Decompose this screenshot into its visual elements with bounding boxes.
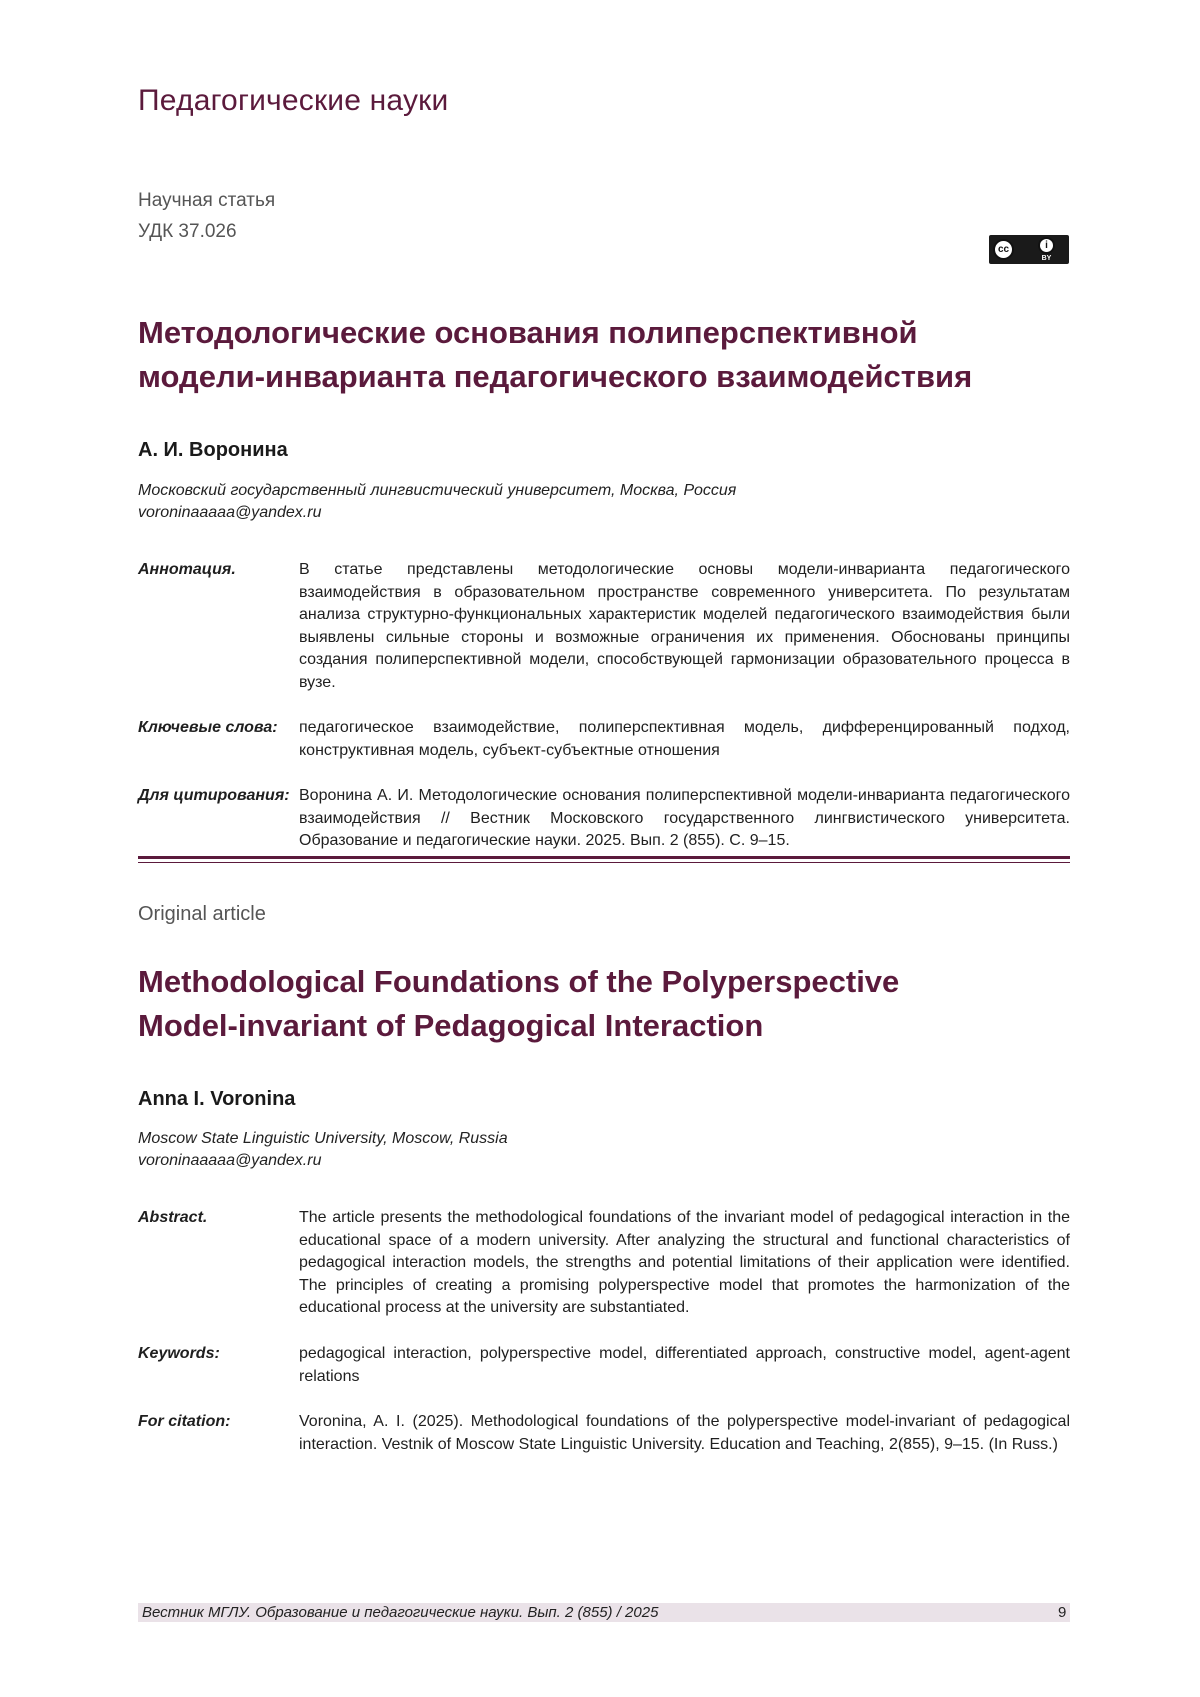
by-block [1038, 237, 1055, 262]
citation-label-ru: Для цитирования: [138, 785, 299, 853]
keywords-en [138, 1343, 1070, 1388]
abstract-ru [138, 559, 1070, 694]
by-label: BY [1042, 255, 1052, 262]
section-title: Педагогические науки [138, 84, 448, 118]
cc-icon [993, 239, 1014, 260]
udk-code: УДК 37.026 [138, 221, 237, 243]
abstract-en [138, 1207, 1070, 1320]
author-name-ru: А. И. Воронина [138, 439, 288, 462]
citation-en [138, 1411, 1070, 1456]
email-ru[interactable]: voroninaaaaa@yandex.ru [138, 504, 321, 522]
section-divider-thin [138, 862, 1070, 863]
affiliation-en: Moscow State Linguistic University, Moscow, Russia [138, 1130, 508, 1148]
keywords-text-ru: педагогическое взаимодействие, полиперспективная модель, дифференцированный подход, конструктивная модель, субъект-субъектные отношения [299, 717, 1070, 762]
abstract-text-en: The article presents the methodological foundations of the invariant model of pedagogical interaction in the educational space of a modern university. After analyzing the structural and functional characteristics of pedagogical interaction models, the strengths and potential limitations of their application were identified. The principles of creating a promising polyperspective model that promotes the harmonization of the educational process at the university are substantiated. [299, 1207, 1070, 1320]
article-type-ru: Научная статья [138, 190, 275, 212]
citation-label-en: For citation: [138, 1411, 299, 1456]
keywords-ru [138, 717, 1070, 762]
footer-journal-title: Вестник МГЛУ. Образование и педагогические науки. Вып. 2 (855) / 2025 [142, 1603, 658, 1622]
page-number: 9 [1058, 1603, 1066, 1622]
citation-text-ru: Воронина А. И. Методологические основания полиперспективной модели-инварианта педагогического взаимодействия // Вестник Московского государственного лингвистического университета. Образование и педагогические науки. 2025. Вып. 2 (855). С. 9–15. [299, 785, 1070, 853]
article-title-ru [138, 311, 1078, 399]
abstract-label-en: Abstract. [138, 1207, 299, 1320]
cc-by-license-badge[interactable] [989, 235, 1069, 264]
title-en-line1: Methodological Foundations of the Polyperspective [138, 960, 1078, 1004]
author-name-en: Anna I. Voronina [138, 1088, 295, 1111]
section-divider-thick [138, 856, 1070, 859]
title-ru-line2: модели-инварианта педагогического взаимодействия [138, 355, 1078, 399]
keywords-label-ru: Ключевые слова: [138, 717, 299, 762]
keywords-text-en: pedagogical interaction, polyperspective model, differentiated approach, constructive model, agent-agent relations [299, 1343, 1070, 1388]
email-en[interactable]: voroninaaaaa@yandex.ru [138, 1152, 321, 1170]
abstract-text-ru: В статье представлены методологические основы модели-инварианта педагогического взаимодействия в образовательном пространстве современного университета. По результатам анализа структурно-функциональных характеристик моделей педагогического взаимодействия были выявлены сильные стороны и возможные ограничения их применения. Обоснованы принципы создания полиперспективной модели, способствующей гармонизации образовательного процесса в вузе. [299, 559, 1070, 694]
keywords-label-en: Keywords: [138, 1343, 299, 1388]
article-type-en: Original article [138, 903, 266, 926]
abstract-label-ru: Аннотация. [138, 559, 299, 694]
cc-label: cc [998, 244, 1009, 255]
title-ru-line1: Методологические основания полиперспективной [138, 311, 1078, 355]
citation-ru [138, 785, 1070, 853]
article-title-en [138, 960, 1078, 1048]
title-en-line2: Model-invariant of Pedagogical Interaction [138, 1004, 1078, 1048]
affiliation-ru: Московский государственный лингвистический университет, Москва, Россия [138, 482, 736, 500]
citation-text-en: Voronina, A. I. (2025). Methodological foundations of the polyperspective model-invariant of pedagogical interaction. Vestnik of Moscow State Linguistic University. Education and Teaching, 2(855), 9–15. (In Russ.) [299, 1411, 1070, 1456]
person-icon: i [1038, 237, 1055, 254]
